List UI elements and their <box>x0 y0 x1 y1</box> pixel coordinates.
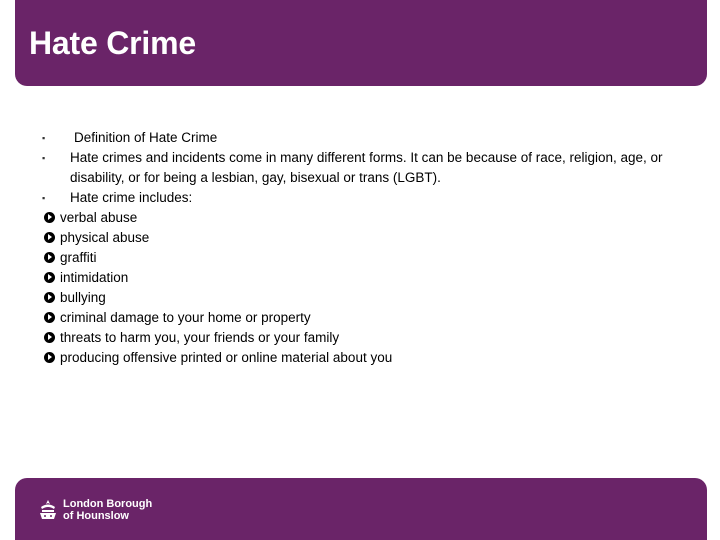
logo-text <box>63 498 152 522</box>
arrow-bullet-icon <box>44 212 55 223</box>
page-title: Hate Crime <box>29 25 196 61</box>
slide-content <box>44 128 684 368</box>
list-item-text: graffiti <box>60 250 97 265</box>
arrow-bullet-icon <box>44 312 55 323</box>
list-item <box>44 308 684 328</box>
bullet-dot-icon: ▪ <box>42 153 46 163</box>
arrow-bullet-icon <box>44 352 55 363</box>
list-item-text: bullying <box>60 290 106 305</box>
list-item <box>44 288 684 308</box>
list-item-text: threats to harm you, your friends or your family <box>60 330 340 345</box>
footer-banner <box>15 478 707 540</box>
arrow-bullet-icon <box>44 232 55 243</box>
list-item-text: physical abuse <box>60 230 150 245</box>
list-item <box>44 208 684 228</box>
list-item-text: verbal abuse <box>60 210 138 225</box>
list-item <box>44 248 684 268</box>
arrow-bullet-icon <box>44 292 55 303</box>
bullet-dot-icon: ▪ <box>42 133 46 143</box>
list-item <box>44 268 684 288</box>
bullet-text: Hate crime includes: <box>70 190 193 205</box>
list-item <box>44 348 684 368</box>
list-item <box>44 228 684 248</box>
crest-icon <box>37 499 59 521</box>
bullet-includes <box>44 188 684 208</box>
arrow-bullet-icon <box>44 332 55 343</box>
bullet-dot-icon: ▪ <box>42 193 46 203</box>
list-item-text: intimidation <box>60 270 129 285</box>
list-item-text: criminal damage to your home or property <box>60 310 311 325</box>
council-logo <box>37 498 152 522</box>
bullet-forms <box>44 148 684 188</box>
list-item-text: producing offensive printed or online material about you <box>60 350 393 365</box>
logo-line1: London Borough <box>63 498 153 510</box>
arrow-bullet-icon <box>44 252 55 263</box>
title-banner <box>15 0 707 86</box>
bullet-text: Hate crimes and incidents come in many different forms. It can be because of race, religion, age, or disability, or for being a lesbian, gay, bisexual or trans (LGBT). <box>70 150 663 185</box>
list-item <box>44 328 684 348</box>
logo-line2: of Hounslow <box>63 510 129 522</box>
arrow-bullet-icon <box>44 272 55 283</box>
bullet-definition <box>44 128 684 148</box>
bullet-text: Definition of Hate Crime <box>74 130 218 145</box>
